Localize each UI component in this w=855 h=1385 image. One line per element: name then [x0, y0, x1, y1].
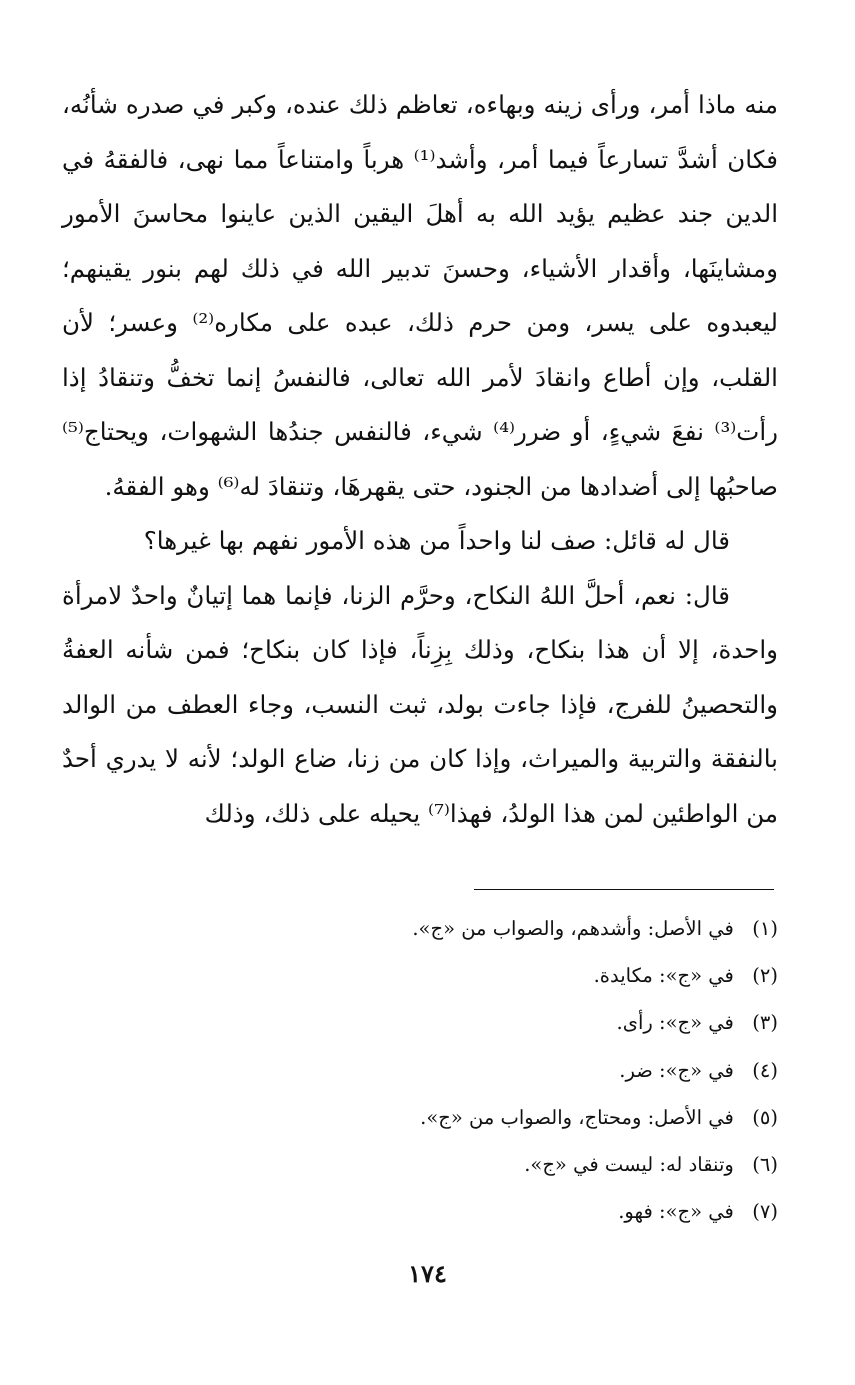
footnote-text: في «ج»: فهو.: [618, 1200, 734, 1224]
paragraph-2: قال له قائل: صف لنا واحداً من هذه الأمور نفهم بها غيرها؟: [143, 526, 730, 555]
footnote-7: [78, 1188, 778, 1235]
footnote-number: (٣): [752, 1011, 778, 1035]
footnote-5: [78, 1094, 778, 1141]
paragraph-1: منه ماذا أمر، ورأى زينه وبهاءه، تعاظم ذلك عنده، وكبر في صدره شأنُه، فكان أشدَّ تسارعاً فيما أمر، وأشد⁽¹⁾ هرباً وامتناعاً مما نهى، فالفقهُ في الدين جند عظيم يؤيد الله به أهلَ اليقين الذين عاينوا محاسنَ الأمور ومشاينَها، وأقدار الأشياء، وحسنَ تدبير الله في ذلك لهم بنور يقينهم؛ ليعبدوه على يسر، ومن حرم ذلك، عبده على مكاره⁽²⁾ وعسر؛ لأن القلب، وإن أطاع وانقادَ لأمر الله تعالى، فالنفسُ إنما تخفُّ وتنقادُ إذا رأت⁽³⁾ نفعَ شيءٍ، أو ضرر⁽⁴⁾ شيء، فالنفس جندُها الشهوات، ويحتاج⁽⁵⁾ صاحبُها إلى أضدادها من الجنود، حتى يقهرهَا، وتنقادَ له⁽⁶⁾ وهو الفقهُ.: [62, 90, 779, 501]
footnote-separator: [474, 889, 774, 890]
paragraph-3: قال: نعم، أحلَّ اللهُ النكاح، وحرَّم الزنا، فإنما هما إتيانٌ واحدٌ لامرأة واحدة، إلا أن هذا بنكاح، وذلك بِزِناً، فإذا كان بنكاح؛ فمن شأنه العفةُ والتحصينُ للفرج، فإذا جاءت بولد، ثبت النسب، وجاء العطف من الوالد بالنفقة والتربية والميراث، وإذا كان من زنا، ضاع الولد؛ لأنه لا يدري أحدٌ من الواطئين لمن هذا الولدُ، فهذا⁽⁷⁾ يحيله على ذلك، وذلك: [62, 580, 778, 828]
footnote-text: وتنقاد له: ليست في «ج».: [524, 1153, 734, 1177]
footnote-1: [78, 905, 778, 952]
footnote-number: (١): [752, 917, 778, 940]
page-number: ١٧٤: [408, 1259, 447, 1288]
main-text: [62, 78, 778, 841]
footnote-text: في الأصل: وأشدهم، والصواب من «ج».: [412, 917, 734, 940]
footnote-number: (٧): [752, 1200, 778, 1224]
footnote-3: [78, 999, 778, 1046]
footnote-6: [78, 1141, 778, 1188]
footnote-text: في «ج»: ضر.: [619, 1058, 734, 1082]
footnote-number: (٤): [752, 1058, 778, 1082]
footnote-number: (٦): [752, 1153, 778, 1177]
footnote-number: (٥): [752, 1105, 778, 1129]
footnote-number: (٢): [752, 964, 778, 988]
footnote-text: في «ج»: مكايدة.: [593, 964, 734, 988]
footnote-4: [78, 1047, 778, 1094]
footnote-2: [78, 952, 778, 999]
footnote-text: في «ج»: رأى.: [616, 1011, 734, 1035]
footnote-text: في الأصل: ومحتاج، والصواب من «ج».: [420, 1105, 734, 1129]
footnotes: [78, 905, 778, 1235]
